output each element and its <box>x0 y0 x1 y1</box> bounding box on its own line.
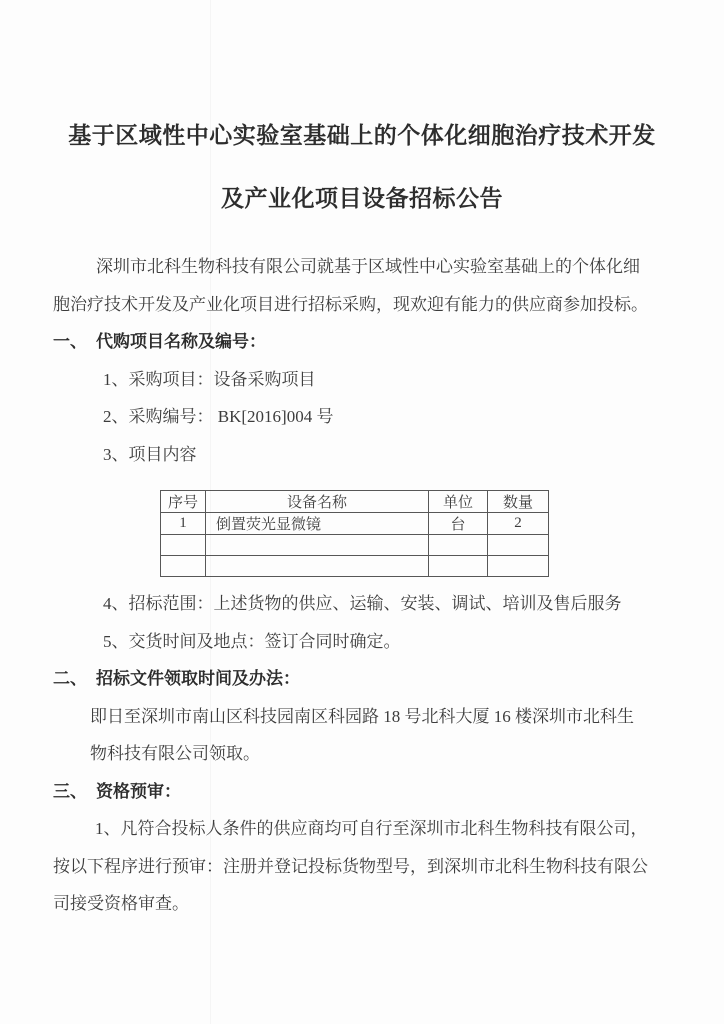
section-3-number: 三、 <box>53 781 87 801</box>
section-2-body-line-2: 物科技有限公司领取。 <box>90 744 260 763</box>
section-2-heading <box>53 660 705 698</box>
table-cell-no <box>161 535 206 556</box>
table-header-name: 设备名称 <box>206 491 429 513</box>
table-row <box>161 556 549 577</box>
table-cell-unit: 台 <box>429 513 488 535</box>
table-header-unit: 单位 <box>429 491 488 513</box>
table-header-qty: 数量 <box>488 491 549 513</box>
section-3-body-line-2: 按以下程序进行预审：注册并登记投标货物型号，到深圳市北科生物科技有限公 <box>53 856 648 876</box>
list-item-3: 3、项目内容 <box>103 444 197 464</box>
list-item-1: 1、采购项目：设备采购项目 <box>103 369 316 389</box>
list-item-2: 2、采购编号： BK[2016]004 号 <box>103 407 334 426</box>
title-line-1: 基于区域性中心实验室基础上的个体化细胞治疗技术开发 <box>68 123 656 148</box>
section-2-heading-text: 招标文件领取时间及办法： <box>96 669 300 688</box>
table-cell-qty <box>488 535 549 556</box>
table-header-row <box>161 491 549 513</box>
document-title <box>0 104 724 230</box>
section-3-heading <box>53 773 705 811</box>
table-cell-no <box>161 556 206 577</box>
table-header-no: 序号 <box>161 491 206 513</box>
table-cell-no: 1 <box>161 513 206 535</box>
intro-line-2: 胞治疗技术开发及产业化项目进行招标采购，现欢迎有能力的供应商参加投标。 <box>53 294 648 314</box>
table-row <box>161 513 549 535</box>
section-2-number: 二、 <box>53 669 87 688</box>
table-row <box>161 535 549 556</box>
table-cell-unit <box>429 556 488 577</box>
intro-line-1: 深圳市北科生物科技有限公司就基于区域性中心实验室基础上的个体化细 <box>96 257 640 276</box>
section-1-number: 一、 <box>53 332 87 351</box>
list-item-5: 5、交货时间及地点：签订合同时确定。 <box>103 631 401 651</box>
section-3-heading-text: 资格预审： <box>96 781 181 801</box>
scan-artifact-line <box>210 0 211 1024</box>
list-item-4: 4、招标范围：上述货物的供应、运输、安装、调试、培训及售后服务 <box>103 594 622 613</box>
table-cell-qty <box>488 556 549 577</box>
document-body <box>53 248 705 923</box>
section-2-body-line-1: 即日至深圳市南山区科技园南区科园路 18 号北科大厦 16 楼深圳市北科生 <box>90 706 634 726</box>
title-line-2: 及产业化项目设备招标公告 <box>221 186 503 211</box>
section-1-heading-text: 代购项目名称及编号： <box>96 332 266 351</box>
table-cell-name: 倒置荧光显微镜 <box>206 513 429 535</box>
table-cell-name <box>206 535 429 556</box>
table-cell-unit <box>429 535 488 556</box>
equipment-table <box>160 490 549 577</box>
table-cell-name <box>206 556 429 577</box>
section-3-body-line-3: 司接受资格审查。 <box>53 894 189 913</box>
section-1-heading <box>53 323 705 361</box>
section-3-body-line-1: 1、凡符合投标人条件的供应商均可自行至深圳市北科生物科技有限公司， <box>95 819 648 838</box>
table-cell-qty: 2 <box>488 513 549 535</box>
